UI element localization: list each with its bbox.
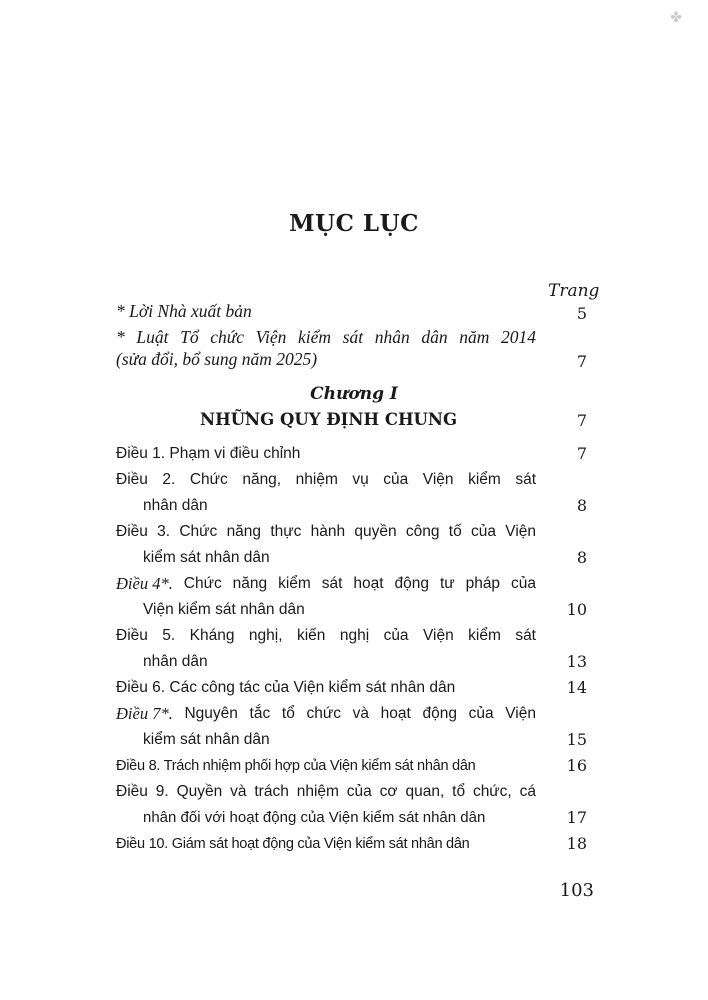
toc-entry-article-4-number: Điều 4*. [116, 574, 173, 593]
toc-entry-article-6: Điều 6. Các công tác của Viện kiểm sát nhân dân [116, 679, 456, 696]
toc-intro-law-title: * Luật Tổ chức Viện kiểm sát nhân dân năm 2014 [116, 327, 536, 347]
toc-entry-article-1: Điều 1. Phạm vi điều chỉnh [116, 445, 301, 462]
toc-entry-article-8: Điều 8. Trách nhiệm phối hợp của Viện kiểm sát nhân dân [116, 758, 476, 774]
toc-entry-page: 16 [566, 756, 587, 775]
toc-entry-article-4 [116, 571, 536, 597]
toc-entry-article-7-cont: kiểm sát nhân dân [143, 731, 270, 748]
toc-entry-article-9: Điều 9. Quyền và trách nhiệm của cơ quan, tổ chức, cá [116, 783, 536, 800]
toc-entry-article-5: Điều 5. Kháng nghị, kiến nghị của Viện kiểm sát [116, 627, 536, 644]
toc-entry-article-3-cont: kiểm sát nhân dân [143, 549, 270, 566]
toc-entry-article-3: Điều 3. Chức năng thực hành quyền công tố của Viện [116, 523, 536, 540]
toc-entry-article-7 [116, 701, 536, 727]
corner-ornament-icon: ✤ [670, 10, 682, 26]
toc-entry-article-5-cont: nhân dân [143, 653, 208, 670]
page-column-header: Trang [548, 281, 600, 301]
page-title: MỤC LỤC [289, 210, 419, 237]
chapter-name: NHỮNG QUY ĐỊNH CHUNG [200, 410, 458, 429]
toc-entry-page: 10 [566, 600, 587, 619]
toc-entry-page: 15 [566, 730, 587, 749]
toc-entry-page: 14 [566, 678, 587, 697]
toc-entry-article-10: Điều 10. Giám sát hoạt động của Viện kiểm sát nhân dân [116, 836, 470, 852]
toc-entry-page: 8 [576, 496, 587, 515]
chapter-label: Chương I [310, 384, 398, 404]
toc-intro-publisher-note: * Lời Nhà xuất bản [116, 301, 252, 321]
toc-entry-page: 8 [576, 548, 587, 567]
toc-entry-page: 7 [576, 444, 587, 463]
toc-entry-article-4-cont: Viện kiểm sát nhân dân [143, 601, 305, 618]
toc-entry-article-7-number: Điều 7*. [116, 704, 173, 723]
toc-entry-article-7-text: Nguyên tắc tổ chức và hoạt động của Viện [172, 705, 536, 722]
chapter-page: 7 [576, 411, 587, 430]
toc-entry-article-2-cont: nhân dân [143, 497, 208, 514]
page-number: 103 [559, 880, 594, 901]
toc-entry-article-4-text: Chức năng kiểm sát hoạt động tư pháp của [172, 575, 536, 592]
toc-entry-article-2: Điều 2. Chức năng, nhiệm vụ của Viện kiểm sát [116, 471, 536, 488]
toc-intro-page: 7 [576, 352, 587, 371]
toc-entry-page: 18 [566, 834, 587, 853]
toc-entry-article-9-cont: nhân đối với hoạt động của Viện kiểm sát nhân dân [143, 809, 486, 826]
toc-intro-page: 5 [576, 304, 587, 323]
toc-intro-law-amendment: (sửa đổi, bổ sung năm 2025) [116, 349, 318, 369]
toc-entry-page: 13 [566, 652, 587, 671]
toc-entry-page: 17 [566, 808, 587, 827]
